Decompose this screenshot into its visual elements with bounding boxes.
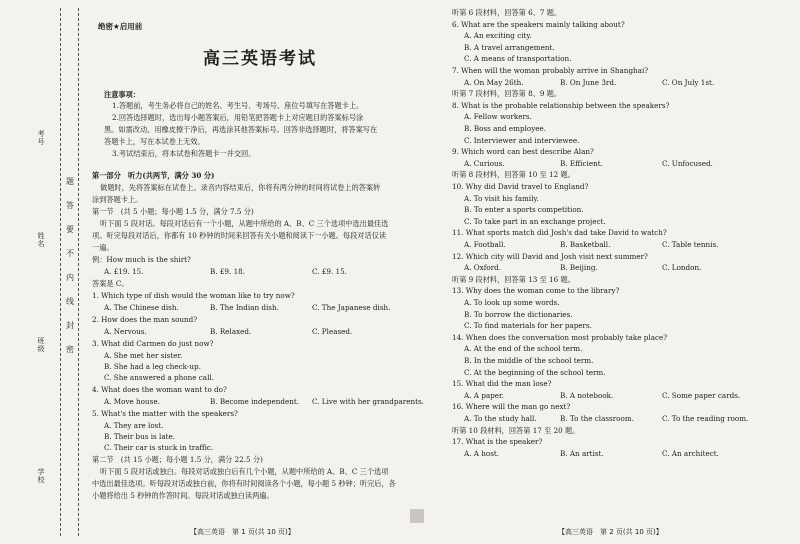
cut-char: 线 — [66, 297, 74, 306]
right-option-line: A. At the end of the school term. — [464, 344, 583, 354]
example-answer: 答案是 C。 — [92, 279, 129, 288]
binding-label-exam-number: 考号 — [37, 130, 45, 146]
sec2-intro: 中选出最佳选项。听每段对话或独白前，你将有时间阅读各个小题，每小题 5 秒钟；听完后，各 — [92, 479, 396, 488]
q3-option-b: B. She had a leg check-up. — [104, 362, 201, 371]
right-option-b: B. Basketball. — [560, 240, 611, 249]
cut-char: 题 — [66, 177, 74, 186]
page-title: 高三英语考试 — [203, 49, 317, 69]
binding-dashed-line — [60, 8, 61, 536]
right-option-line: B. Boss and employee. — [464, 124, 547, 133]
right-question-line: 8. What is the probable relationship between the speakers? — [452, 100, 670, 110]
right-option-a: A. Football. — [464, 240, 506, 249]
sec2-intro: 听下面 5 段对话或独白。每段对话或独白后有几个小题，从题中所给的 A、B、C 三个选项 — [100, 467, 389, 476]
q3-option-c: C. She answered a phone call. — [104, 373, 214, 382]
right-question-line: 听第 10 段材料，回答第 17 至 20 题。 — [452, 425, 580, 435]
note-line: 1.答题前，考生务必将自己的姓名、考生号、考场号、座位号填写在答题卡上。 — [112, 101, 364, 110]
binding-label-class: 班级 — [37, 337, 45, 353]
question-4: 4. What does the woman want to do? — [92, 385, 227, 394]
footer-right: 【高三英语 第 2 页(共 10 页)】 — [558, 528, 663, 536]
right-question-line: 10. Why did David travel to England? — [452, 182, 589, 191]
right-question-line: 9. Which word can best describe Alan? — [452, 147, 594, 157]
sec1-intro: 一遍。 — [92, 243, 114, 252]
right-question-line: 听第 8 段材料，回答第 10 至 12 题。 — [452, 170, 575, 180]
right-option-a: A. A paper. — [464, 390, 504, 400]
right-option-a: A. On May 26th. — [464, 77, 524, 87]
right-option-a: A. A host. — [464, 448, 500, 458]
q5-option-c: C. Their car is stuck in traffic. — [104, 443, 214, 452]
right-option-b: B. On June 3rd. — [560, 77, 617, 87]
right-question-line: 7. When will the woman probably arrive in Shanghai? — [452, 66, 649, 75]
binding-margin — [0, 0, 82, 544]
notes-heading: 注意事项： — [104, 90, 140, 99]
binding-label-school: 学校 — [37, 468, 45, 484]
right-option-b: B. Beijing. — [560, 263, 598, 273]
right-option-a: A. To the study hall. — [464, 414, 537, 423]
question-3: 3. What did Carmen do just now? — [92, 339, 214, 348]
right-option-c: C. Unfocused. — [662, 158, 713, 168]
right-option-c: C. London. — [662, 263, 702, 273]
part1-heading: 第一部分 听力(共两节，满分 30 分) — [92, 171, 215, 180]
part1-intro: 涂到答题卡上。 — [92, 195, 143, 204]
sec1-heading: 第一节 (共 5 小题；每小题 1.5 分，满分 7.5 分) — [92, 207, 254, 216]
right-option-line: A. To look up some words. — [464, 298, 560, 307]
right-option-b: B. A notebook. — [560, 390, 614, 400]
example-option-b: B. £9. 18. — [210, 267, 245, 276]
right-option-line: A. Fellow workers. — [464, 112, 532, 122]
right-option-c: C. Table tennis. — [662, 240, 719, 249]
confidential-label: 绝密★启用前 — [98, 22, 143, 31]
right-option-line: C. Interviewer and interviewee. — [464, 135, 580, 145]
q4-option-b: B. Become independent. — [210, 397, 300, 406]
right-option-c: C. On July 1st. — [662, 77, 715, 87]
right-question-line: 听第 7 段材料，回答第 8、9 题。 — [452, 89, 562, 99]
q1-option-b: B. The Indian dish. — [210, 303, 279, 312]
q2-option-c: C. Pleased. — [312, 327, 353, 336]
cut-char: 要 — [66, 225, 74, 234]
note-line: 黑。如需改动，用橡皮擦干净后，再选涂其他答案标号。回答非选择题时，将答案写在 — [104, 125, 378, 134]
right-option-line: B. In the middle of the school term. — [464, 356, 594, 365]
right-question-line: 听第 6 段材料，回答第 6、7 题。 — [452, 8, 562, 17]
q2-option-b: B. Relaxed. — [210, 327, 252, 336]
q2-option-a: A. Nervous. — [104, 327, 147, 336]
right-option-c: C. An architect. — [662, 448, 719, 458]
example-question: 例：How much is the shirt? — [92, 255, 191, 264]
right-option-b: B. An artist. — [560, 448, 604, 458]
right-question-line: 15. What did the man lose? — [452, 379, 552, 389]
cut-char: 答 — [66, 201, 74, 210]
question-5: 5. What's the matter with the speakers? — [92, 409, 238, 418]
sec1-intro: 听下面 5 段对话。每段对话后有一个小题，从题中所给的 A、B、C 三个选项中选出最佳选 — [100, 219, 389, 228]
q4-option-c: C. Live with her grandparents. — [312, 397, 424, 406]
right-option-b: B. To the classroom. — [560, 414, 634, 423]
qr-code-icon — [410, 509, 424, 523]
q3-option-a: A. She met her sister. — [104, 351, 183, 360]
part1-intro: 做题时，先将答案标在试卷上。录音内容结束后，你将有两分钟的时间将试卷上的答案转 — [100, 183, 381, 192]
note-line: 答题卡上，写在本试卷上无效。 — [104, 137, 205, 146]
cut-char: 内 — [66, 273, 74, 282]
question-1: 1. Which type of dish would the woman like to try now? — [92, 291, 295, 300]
right-option-line: C. To take part in an exchange project. — [464, 216, 606, 226]
right-option-line: B. To enter a sports competition. — [464, 205, 584, 215]
right-question-line: 11. What sports match did Josh's dad take David to watch? — [452, 228, 667, 238]
sec2-heading: 第二节 (共 15 小题；每小题 1.5 分，满分 22.5 分) — [92, 455, 263, 464]
footer-left: 【高三英语 第 1 页(共 10 页)】 — [190, 528, 295, 536]
right-question-line: 17. What is the speaker? — [452, 437, 543, 447]
right-question-line: 12. Which city will David and Josh visit next summer? — [452, 251, 648, 261]
right-option-a: A. Oxford. — [464, 263, 502, 273]
binding-label-name: 姓名 — [37, 232, 45, 248]
sec2-intro: 小题将给出 5 秒钟的作答时间。每段对话或独白读两遍。 — [92, 491, 274, 500]
right-option-b: B. Efficient. — [560, 158, 603, 168]
q1-option-c: C. The Japanese dish. — [312, 303, 391, 312]
sec1-intro: 项。听完每段对话后，你都有 10 秒钟的时间来回答有关小题和阅读下一小题。每段对话仅读 — [92, 231, 387, 240]
q1-option-a: A. The Chinese dish. — [104, 303, 179, 312]
example-option-a: A. £19. 15. — [104, 267, 144, 276]
cut-char: 密 — [66, 345, 74, 354]
right-question-line: 14. When does the conversation most probably take place? — [452, 332, 668, 342]
q5-option-a: A. They are lost. — [104, 421, 164, 430]
q4-option-a: A. Move house. — [104, 397, 160, 406]
right-option-line: A. An exciting city. — [464, 31, 532, 41]
right-question-line: 13. Why does the woman come to the library? — [452, 286, 620, 296]
binding-dashed-line-inner — [78, 8, 79, 536]
example-option-c: C. £9. 15. — [312, 267, 347, 276]
right-question-line: 听第 9 段材料，回答第 13 至 16 题。 — [452, 274, 575, 284]
right-option-a: A. Curious. — [464, 158, 505, 168]
right-option-c: C. To the reading room. — [662, 414, 749, 423]
right-question-line: 6. What are the speakers mainly talking about? — [452, 19, 625, 29]
right-question-line: 16. Where will the man go next? — [452, 402, 571, 412]
right-option-c: C. Some paper cards. — [662, 390, 741, 400]
q5-option-b: B. Their bus is late. — [104, 432, 176, 441]
right-option-line: B. A travel arrangement. — [464, 42, 555, 52]
right-option-line: C. To find materials for her papers. — [464, 321, 592, 331]
cut-char: 封 — [66, 321, 74, 330]
note-line: 3.考试结束后，将本试卷和答题卡一并交回。 — [112, 149, 256, 158]
right-option-line: B. To borrow the dictionaries. — [464, 309, 573, 319]
right-option-line: C. At the beginning of the school term. — [464, 367, 606, 377]
question-2: 2. How does the man sound? — [92, 315, 198, 324]
right-option-line: A. To visit his family. — [464, 193, 539, 203]
note-line: 2.回答选择题时，选出每小题答案后，用铅笔把答题卡上对应题目的答案标号涂 — [112, 113, 364, 122]
cut-char: 不 — [66, 249, 74, 258]
right-option-line: C. A means of transportation. — [464, 54, 572, 64]
